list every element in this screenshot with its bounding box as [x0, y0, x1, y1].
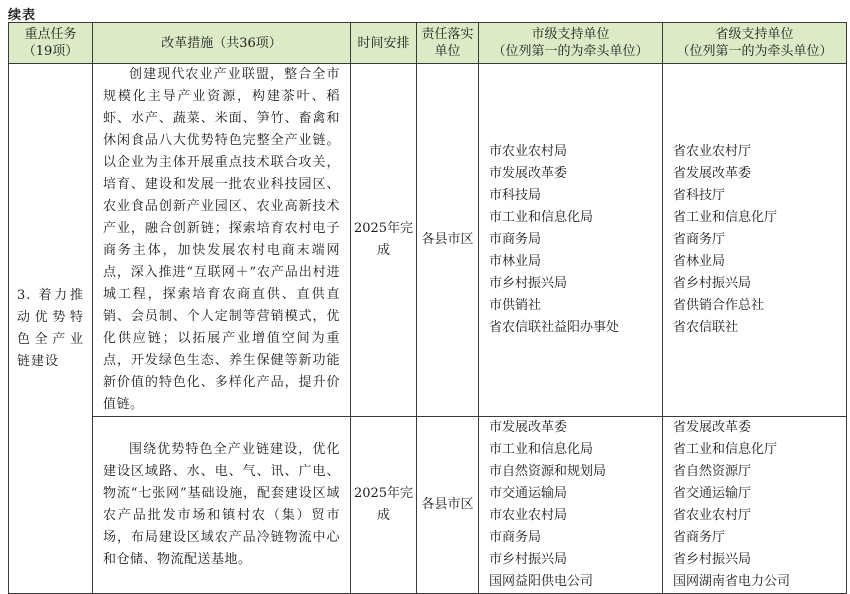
reform-table [8, 22, 847, 594]
province-unit: 省农业农村厅 [673, 508, 752, 523]
measure-text: 围绕优势特色全产业链建设，优化建设区域路、水、电、气、讯、广电、物流“七张网”基础设施，配套建设区域农产品批发市场和镇村农（集）贸市场，布局建设区域农产品冷链物流中心和仓储、物流配送基地。 [103, 442, 340, 567]
header-time: 时间安排 [351, 23, 417, 64]
city-unit: 市商务局 [489, 232, 542, 247]
header-province-line1: 省级支持单位 [715, 27, 794, 42]
header-resp [417, 23, 479, 64]
province-unit: 省工业和信息化厅 [673, 210, 778, 225]
header-measure: 改革措施（共36项） [93, 23, 351, 64]
province-unit: 省乡村振兴局 [673, 552, 752, 567]
header-resp-line2: 单位 [434, 44, 461, 59]
city-unit: 省农信联社益阳办事处 [489, 320, 620, 335]
city-unit: 市乡村振兴局 [489, 552, 568, 567]
city-unit: 市农业农村局 [489, 508, 568, 523]
resp-cell: 各县市区 [417, 64, 479, 417]
measure-cell [93, 417, 351, 594]
resp-cell: 各县市区 [417, 417, 479, 594]
province-unit: 省交通运输厅 [673, 486, 752, 501]
measure-text: 创建现代农业产业联盟，整合全市规模化主导产业资源，构建茶叶、稻虾、水产、蔬菜、米面、笋竹、畜禽和休闲食品八大优势特色完整全产业链。以企业为主体开展重点技术联合攻关，培育、建设和发展一批农业科技园区、农业食品创新产业园区、农业高新技术产业，融合创新链；探索培育农村电子商务主体，加快发展农村电商末端网点，深入推进“互联网＋”农产品出村进城工程，探索培育农商直供、直供直销、会员制、个人定制等营销模式，优化供应链；以拓展产业增值空间为重点，开发绿色生态、养生保健等新功能新价值的特色化、多样化产品，提升价值链。 [103, 67, 340, 412]
city-unit: 市林业局 [489, 254, 542, 269]
measure-cell [93, 64, 351, 417]
table-row [9, 417, 847, 594]
task-cell: 3. 着力推动优势特色全产业链建设 [9, 64, 93, 594]
header-task [9, 23, 93, 64]
province-unit: 省自然资源厅 [673, 464, 752, 479]
header-province [663, 23, 847, 64]
city-unit: 市乡村振兴局 [489, 276, 568, 291]
city-unit: 国网益阳供电公司 [489, 574, 594, 589]
city-unit: 市工业和信息化局 [489, 442, 594, 457]
province-units-cell [663, 64, 847, 417]
table-row [9, 64, 847, 417]
province-unit: 省发展改革委 [673, 166, 752, 181]
city-unit: 市农业农村局 [489, 144, 568, 159]
city-unit: 市交通运输局 [489, 486, 568, 501]
province-unit: 省林业局 [673, 254, 726, 269]
city-units-cell [479, 417, 663, 594]
province-unit: 省乡村振兴局 [673, 276, 752, 291]
province-unit: 省工业和信息化厅 [673, 442, 778, 457]
province-unit: 省农信联社 [673, 320, 739, 335]
city-unit: 市科技局 [489, 188, 542, 203]
table-caption: 续表 [8, 8, 37, 23]
header-task-line1: 重点任务 [24, 27, 77, 42]
province-unit: 省商务厅 [673, 530, 726, 545]
header-city-line2: （位列第一的为牵头单位） [492, 44, 649, 59]
city-units-cell [479, 64, 663, 417]
header-task-line2: （19项） [22, 44, 79, 59]
province-units-cell [663, 417, 847, 594]
province-unit: 省商务厅 [673, 232, 726, 247]
city-unit: 市发展改革委 [489, 166, 568, 181]
header-city-line1: 市级支持单位 [531, 27, 610, 42]
header-province-line2: （位列第一的为牵头单位） [676, 44, 833, 59]
city-unit: 市商务局 [489, 530, 542, 545]
city-unit: 市供销社 [489, 298, 542, 313]
time-cell: 2025年完成 [351, 417, 417, 594]
header-row [9, 23, 847, 64]
province-unit: 省科技厅 [673, 188, 726, 203]
province-unit: 省发展改革委 [673, 420, 752, 435]
province-unit: 省农业农村厅 [673, 144, 752, 159]
province-unit: 国网湖南省电力公司 [673, 574, 791, 589]
header-city [479, 23, 663, 64]
city-unit: 市发展改革委 [489, 420, 568, 435]
province-unit: 省供销合作总社 [673, 298, 765, 313]
header-resp-line1: 责任落实 [421, 27, 474, 42]
city-unit: 市工业和信息化局 [489, 210, 594, 225]
city-unit: 市自然资源和规划局 [489, 464, 607, 479]
time-cell: 2025年完成 [351, 64, 417, 417]
